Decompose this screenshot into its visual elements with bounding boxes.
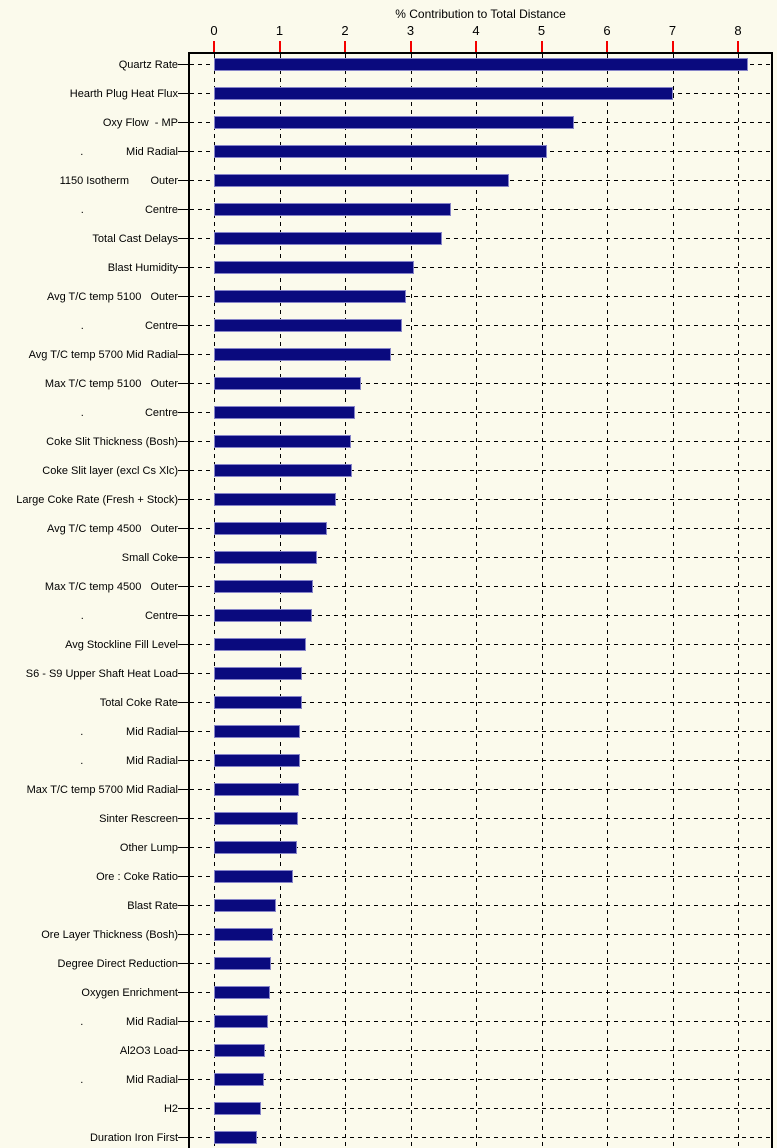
row-label: Avg Stockline Fill Level xyxy=(65,639,178,651)
row-label: . Centre xyxy=(80,610,178,622)
x-tick-label: 1 xyxy=(275,23,284,38)
row-axis-tick xyxy=(178,1108,189,1109)
bar[interactable] xyxy=(214,667,302,680)
bar[interactable] xyxy=(214,870,293,883)
bar[interactable] xyxy=(214,928,273,941)
row-axis-tick xyxy=(178,64,189,65)
row-label: . Mid Radial xyxy=(80,726,178,738)
row-axis-tick xyxy=(178,499,189,500)
bar[interactable] xyxy=(214,812,298,825)
bar[interactable] xyxy=(214,754,300,767)
row-gridline xyxy=(190,934,771,935)
row-axis-tick xyxy=(178,122,189,123)
bar[interactable] xyxy=(214,145,547,158)
row-axis-tick xyxy=(178,354,189,355)
row-label: Hearth Plug Heat Flux xyxy=(69,88,178,100)
x-tick-mark xyxy=(279,41,281,52)
bar[interactable] xyxy=(214,290,406,303)
row-axis-tick xyxy=(178,876,189,877)
bar[interactable] xyxy=(214,1131,257,1144)
bar[interactable] xyxy=(214,493,336,506)
row-gridline xyxy=(190,1050,771,1051)
row-label: Blast Humidity xyxy=(107,262,178,274)
row-axis-tick xyxy=(178,383,189,384)
row-axis-tick xyxy=(178,267,189,268)
row-gridline xyxy=(190,905,771,906)
bar[interactable] xyxy=(214,609,312,622)
row-label: Oxygen Enrichment xyxy=(81,987,178,999)
row-label: Duration Iron First xyxy=(89,1132,178,1144)
x-tick-mark xyxy=(606,41,608,52)
row-label: Other Lump xyxy=(119,842,178,854)
x-tick-mark xyxy=(475,41,477,52)
row-label: Quartz Rate xyxy=(118,59,178,71)
bar[interactable] xyxy=(214,551,317,564)
row-axis-tick xyxy=(178,412,189,413)
row-label: . Mid Radial xyxy=(80,146,178,158)
bar[interactable] xyxy=(214,261,414,274)
row-label: Max T/C temp 5100 Outer xyxy=(44,378,178,390)
row-label: Avg T/C temp 5700 Mid Radial xyxy=(28,349,178,361)
bar[interactable] xyxy=(214,435,351,448)
bar[interactable] xyxy=(214,638,306,651)
x-tick-mark xyxy=(737,41,739,52)
row-axis-tick xyxy=(178,847,189,848)
x-tick-label: 5 xyxy=(537,23,546,38)
row-label: Coke Slit Thickness (Bosh) xyxy=(46,436,178,448)
bar[interactable] xyxy=(214,522,327,535)
plot-area-border xyxy=(188,52,773,1148)
row-label: . Mid Radial xyxy=(80,755,178,767)
row-label: Oxy Flow - MP xyxy=(102,117,178,129)
row-axis-tick xyxy=(178,615,189,616)
x-tick-label: 7 xyxy=(668,23,677,38)
row-axis-tick xyxy=(178,441,189,442)
row-axis-tick xyxy=(178,296,189,297)
row-label: Small Coke xyxy=(121,552,178,564)
row-axis-tick xyxy=(178,1137,189,1138)
row-axis-tick xyxy=(178,325,189,326)
bar[interactable] xyxy=(214,899,276,912)
row-label: . Centre xyxy=(80,320,178,332)
row-label: . Centre xyxy=(80,204,178,216)
row-axis-tick xyxy=(178,238,189,239)
row-label: Ore Layer Thickness (Bosh) xyxy=(41,929,178,941)
row-label: Sinter Rescreen xyxy=(99,813,178,825)
row-axis-tick xyxy=(178,818,189,819)
row-label: Ore : Coke Ratio xyxy=(96,871,178,883)
row-axis-tick xyxy=(178,557,189,558)
bar[interactable] xyxy=(214,406,355,419)
row-axis-tick xyxy=(178,151,189,152)
row-gridline xyxy=(190,992,771,993)
bar[interactable] xyxy=(214,986,270,999)
row-label: Max T/C temp 5700 Mid Radial xyxy=(26,784,178,796)
row-axis-tick xyxy=(178,1050,189,1051)
bar[interactable] xyxy=(214,348,391,361)
x-tick-label: 0 xyxy=(210,23,218,38)
x-tick-mark xyxy=(213,41,215,52)
row-axis-tick xyxy=(178,528,189,529)
row-axis-tick xyxy=(178,760,189,761)
x-tick-mark xyxy=(344,41,346,52)
row-gridline xyxy=(190,1021,771,1022)
bar[interactable] xyxy=(214,841,297,854)
row-label: . Mid Radial xyxy=(80,1016,178,1028)
bar[interactable] xyxy=(214,957,271,970)
chart-title: % Contribution to Total Distance xyxy=(395,7,566,21)
x-tick-label: 3 xyxy=(406,23,415,38)
row-axis-tick xyxy=(178,1079,189,1080)
row-label: 1150 Isotherm Outer xyxy=(59,175,178,187)
bar[interactable] xyxy=(214,203,451,216)
bar[interactable] xyxy=(214,1102,261,1115)
row-axis-tick xyxy=(178,702,189,703)
row-axis-tick xyxy=(178,93,189,94)
bar[interactable] xyxy=(214,232,442,245)
bar[interactable] xyxy=(214,725,300,738)
bar[interactable] xyxy=(214,696,302,709)
bar[interactable] xyxy=(214,1044,265,1057)
row-axis-tick xyxy=(178,673,189,674)
row-label: Max T/C temp 4500 Outer xyxy=(44,581,178,593)
row-gridline xyxy=(190,963,771,964)
bar[interactable] xyxy=(214,1015,268,1028)
row-gridline xyxy=(190,1079,771,1080)
bar[interactable] xyxy=(214,174,509,187)
row-axis-tick xyxy=(178,992,189,993)
row-label: Coke Slit layer (excl Cs Xlc) xyxy=(42,465,178,477)
row-axis-tick xyxy=(178,209,189,210)
row-label: Large Coke Rate (Fresh + Stock) xyxy=(16,494,178,506)
row-gridline xyxy=(190,1108,771,1109)
row-label: Avg T/C temp 4500 Outer xyxy=(46,523,178,535)
row-axis-tick xyxy=(178,789,189,790)
row-label: Al2O3 Load xyxy=(119,1045,178,1057)
bar[interactable] xyxy=(214,1073,264,1086)
x-tick-label: 6 xyxy=(603,23,611,38)
x-tick-label: 2 xyxy=(341,23,349,38)
row-axis-tick xyxy=(178,470,189,471)
row-label: H2 xyxy=(163,1103,178,1115)
x-tick-label: 8 xyxy=(734,23,742,38)
row-axis-tick xyxy=(178,731,189,732)
bar[interactable] xyxy=(214,377,361,390)
x-tick-label: 4 xyxy=(472,23,480,38)
bar[interactable] xyxy=(214,87,673,100)
bar[interactable] xyxy=(214,580,313,593)
row-label: . Mid Radial xyxy=(80,1074,178,1086)
bar[interactable] xyxy=(214,58,748,71)
x-tick-mark xyxy=(541,41,543,52)
row-axis-tick xyxy=(178,905,189,906)
bar[interactable] xyxy=(214,116,574,129)
x-tick-mark xyxy=(410,41,412,52)
row-label: Avg T/C temp 5100 Outer xyxy=(46,291,178,303)
row-label: Blast Rate xyxy=(127,900,178,912)
row-axis-tick xyxy=(178,644,189,645)
row-label: . Centre xyxy=(80,407,178,419)
bar[interactable] xyxy=(214,319,402,332)
row-label: Total Coke Rate xyxy=(99,697,178,709)
row-label: Degree Direct Reduction xyxy=(57,958,178,970)
bar[interactable] xyxy=(214,464,352,477)
x-tick-mark xyxy=(672,41,674,52)
row-axis-tick xyxy=(178,934,189,935)
row-label: S6 - S9 Upper Shaft Heat Load xyxy=(25,668,178,680)
row-axis-tick xyxy=(178,963,189,964)
row-axis-tick xyxy=(178,1021,189,1022)
row-gridline xyxy=(190,1137,771,1138)
row-axis-tick xyxy=(178,180,189,181)
row-label: Total Cast Delays xyxy=(92,233,178,245)
row-axis-tick xyxy=(178,586,189,587)
bar[interactable] xyxy=(214,783,299,796)
